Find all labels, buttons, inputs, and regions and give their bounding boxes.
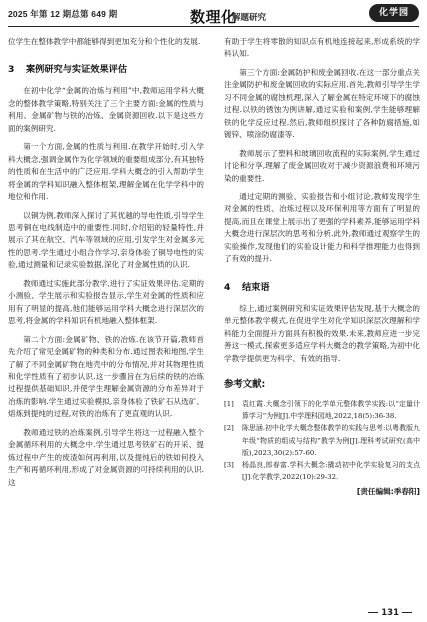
journal-title: 数理化	[190, 8, 237, 26]
section-heading	[8, 61, 204, 75]
reference-item	[224, 422, 420, 459]
page-number-dash	[402, 612, 412, 613]
references-heading: 参考文献:	[224, 378, 266, 390]
paragraph: 综上,通过案例研究和实证效果评估发现,基于大概念的单元整体教学模式,在促进学生对化学知识深层次理解和学科能力全面提升方面具有积极的效果.未来,教师应进一步完善这一模式,探索更多适应学科大概念的教学策略,为初中化学教学提供更为科学、有效的指导.	[224, 303, 420, 363]
reference-number: [2]	[224, 424, 234, 433]
page-number-footer	[365, 608, 415, 618]
header-divider	[8, 26, 419, 27]
reference-text: 杨晶良,郎春富.学科大概念:撬动初中化学实验复习的支点[J].化学教学,2022(10):29-32.	[242, 460, 420, 482]
page-number: 131	[381, 608, 399, 618]
reference-text: 陈思涵.初中化学大概念整体教学的实践与思考:以粤教版九年级“物质的组成与结构”教学为例[J].理科考试研究(高中版),2023,30(2):57-60.	[242, 424, 420, 457]
section-heading	[224, 279, 420, 293]
reference-number: [1]	[224, 399, 234, 408]
section-number: 3	[8, 64, 15, 76]
paragraph: 通过定期的测验、实验报告和小组讨论,教师发现学生对金属的性质、冶炼过程以及环保利用等方面有了明显的提高,而且在课堂上展示出了更强的学科素养,能够运用学科大概念进行深层次的思考和分析.此外,教师通过观察学生的实验操作,发现他们的实验设计能力和科学推理能力也得到了有效的提升.	[224, 191, 420, 264]
reference-item	[224, 398, 420, 422]
paragraph: 教师展示了塑料和玻璃回收流程的实际案例,学生通过讨论和分享,理解了废金属回收对于减少资源浪费和环境污染的重要性.	[224, 148, 420, 183]
left-column	[8, 36, 204, 489]
paragraph: 以铜为例,教师深入探讨了其优越的导电性质,引导学生思考铜在电线制造中的重要性.同时,介绍铝的轻量特性,并展示了其在航空、汽车等领域的应用,引发学生对金属多元性的思考.学生通过小组合作学习,亲身体验了铜导电性的实验,通过测量和记录实验数据,深化了对金属性质的认识.	[8, 210, 204, 270]
paragraph: 教师通过实施此部分教学,进行了实证效果评估.定期的小测验、学生展示和实验报告显示,学生对金属的性质和应用有了明显的提高,他们能够运用学科大概念进行深层次的思考,将金属的学科知识有机地融入整体框架.	[8, 278, 204, 326]
journal-logo: 化学园	[369, 4, 419, 22]
paragraph: 教师通过铁的冶炼案例,引导学生将这一过程融入整个金属循环利用的大概念中.学生通过思考铁矿石的开采、提炼过程中产生的废渣如何再利用,以及提纯后的铁如何投入生产和再循环利用,形成了对金属资源的可持续利用的认识.这	[8, 427, 204, 487]
paragraph: 有助于学生将零散的知识点有机地连接起来,形成系统的学科认知.	[224, 37, 420, 59]
section-title: 案例研究与实证效果评估	[26, 64, 128, 76]
section-title: 结束语	[242, 281, 270, 293]
right-column	[224, 36, 420, 497]
paragraph: 第二个方面:金属矿物、铁的冶炼.在该节开篇,教师首先介绍了常见金属矿物的种类和分布.通过图表和地图,学生了解了不同金属矿物在地壳中的分布情况,并对其物理性质和化学性质有了初步认识.这一步骤旨在为后续的铁的冶炼过程提供基础知识,并使学生理解金属资源的分布差异对于冶炼的影响.学生通过实验模拟,亲身体验了铁矿石从选矿、熔炼到提纯的过程,对铁的冶炼有了更直观的认识.	[8, 334, 204, 419]
page-number-dash	[368, 612, 378, 613]
page-header	[8, 4, 419, 30]
editor-note: [责任编辑:季春阳]	[356, 487, 420, 497]
reference-number: [3]	[224, 460, 234, 469]
paragraph: 第一个方面,金属的性质与利用.在教学开始时,引入学科大概念,强调金属作为化学领域的重要组成部分,有其独特的性质和在生活中的广泛应用.学科大概念的引入帮助学生将金属的学科知识融入整体框架,理解金属在化学学科中的地位和作用.	[8, 142, 204, 202]
paragraph: 在初中化学“金属的冶炼与利用”中,教师运用学科大概念的整体教学策略,特别关注了三个主要方面:金属的性质与利用、金属矿物与铁的冶炼、金属资源回收.以下是这些方面的案例研究.	[8, 86, 204, 133]
paragraph: 位学生在整体教学中都能够得到更加充分和个性化的发展.	[8, 37, 201, 46]
reference-item	[224, 459, 420, 483]
section-number: 4	[224, 281, 231, 293]
column-section: 解题研究	[232, 13, 267, 23]
paragraph: 第三个方面:金属防护和废金属回收.在这一部分重点关注金属防护和废金属回收的实际应用.首先,教师引导学生学习不同金属的腐蚀机理,深入了解金属在特定环境下的腐蚀过程.以铁的锈蚀为例讲解,通过实验和案例,学生能够理解铁的化学反应过程.然后,教师组织探讨了各种防腐措施,如镀锌、喷涂防腐漆等.	[224, 67, 420, 140]
issue-info: 2025 年第 12 期总第 649 期	[8, 9, 118, 19]
reference-text: 袁红霞.大概念引领下的化学单元整体教学实践:以“定量计算学习”为例[J].中学理科园地,2022,18(5):36-38.	[242, 399, 420, 421]
